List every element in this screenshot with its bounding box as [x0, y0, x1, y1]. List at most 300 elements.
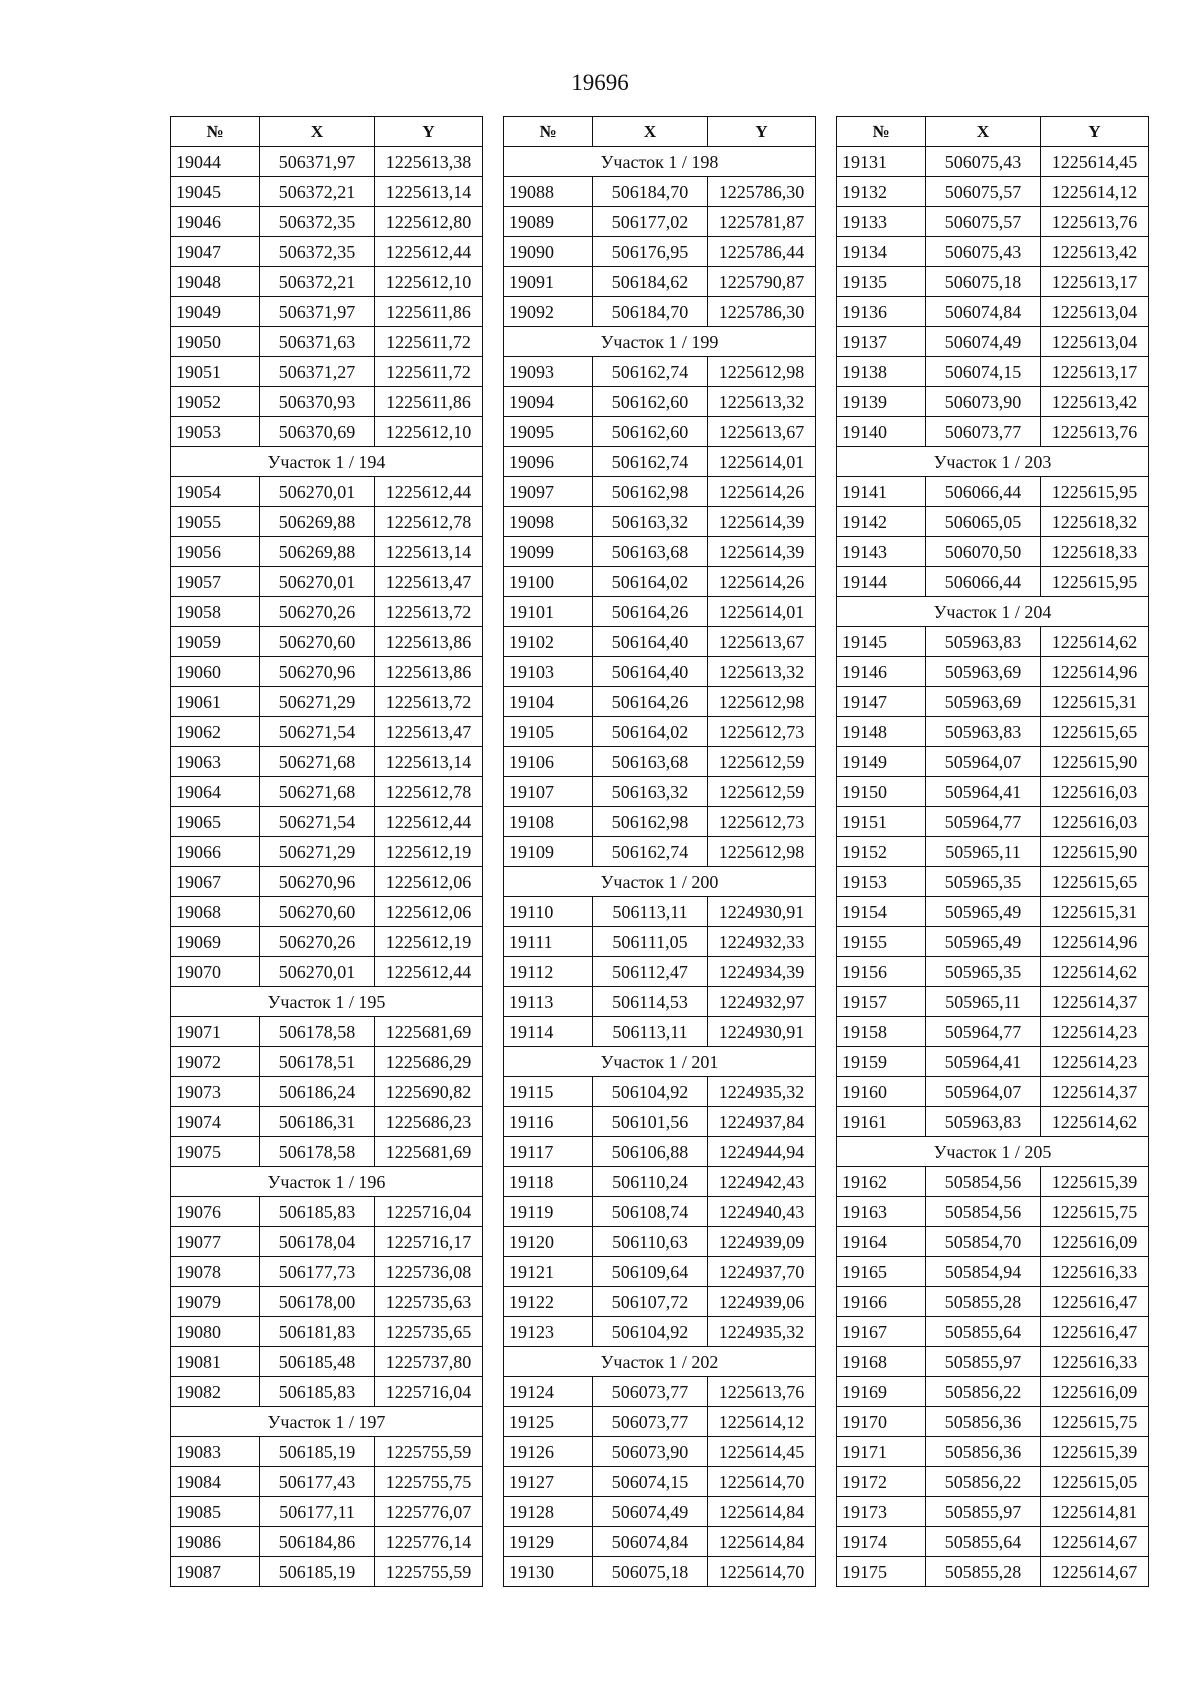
- x-coordinate-cell: 505963,83: [926, 627, 1041, 657]
- x-coordinate-cell: 506185,83: [260, 1197, 375, 1227]
- table-row: [837, 687, 1149, 717]
- table-row: [837, 807, 1149, 837]
- y-coordinate-cell: 1225615,39: [1041, 1167, 1149, 1197]
- point-number-cell: 19069: [171, 927, 260, 957]
- table-row: [504, 1107, 816, 1137]
- point-number-cell: 19072: [171, 1047, 260, 1077]
- x-coordinate-cell: 505965,35: [926, 957, 1041, 987]
- point-number-cell: 19151: [837, 807, 926, 837]
- coordinates-table-left: [170, 116, 483, 1587]
- y-coordinate-cell: 1225611,86: [375, 387, 483, 417]
- point-number-cell: 19159: [837, 1047, 926, 1077]
- table-row: [171, 837, 483, 867]
- x-coordinate-cell: 506073,77: [593, 1377, 708, 1407]
- table-row: [837, 1227, 1149, 1257]
- x-coordinate-cell: 505964,77: [926, 1017, 1041, 1047]
- point-number-cell: 19172: [837, 1467, 926, 1497]
- point-number-cell: 19120: [504, 1227, 593, 1257]
- point-number-cell: 19145: [837, 627, 926, 657]
- y-coordinate-cell: 1225613,14: [375, 177, 483, 207]
- point-number-cell: 19166: [837, 1287, 926, 1317]
- point-number-cell: 19103: [504, 657, 593, 687]
- table-row: [171, 1497, 483, 1527]
- y-coordinate-cell: 1225613,72: [375, 597, 483, 627]
- x-coordinate-cell: 506270,01: [260, 957, 375, 987]
- table-row: [504, 1077, 816, 1107]
- y-coordinate-cell: 1225613,17: [1041, 267, 1149, 297]
- y-coordinate-cell: 1225614,23: [1041, 1047, 1149, 1077]
- header-y: Y: [375, 117, 483, 147]
- x-coordinate-cell: 506371,27: [260, 357, 375, 387]
- table-row: [171, 417, 483, 447]
- point-number-cell: 19108: [504, 807, 593, 837]
- table-row: [171, 807, 483, 837]
- table-row: [837, 297, 1149, 327]
- table-row: [171, 687, 483, 717]
- table-row: [504, 387, 816, 417]
- coordinates-table-middle: [503, 116, 816, 1587]
- table-row: [504, 1227, 816, 1257]
- header-number: №: [837, 117, 926, 147]
- point-number-cell: 19095: [504, 417, 593, 447]
- point-number-cell: 19105: [504, 717, 593, 747]
- point-number-cell: 19078: [171, 1257, 260, 1287]
- y-coordinate-cell: 1225736,08: [375, 1257, 483, 1287]
- y-coordinate-cell: 1225735,63: [375, 1287, 483, 1317]
- table-row: [171, 1317, 483, 1347]
- point-number-cell: 19099: [504, 537, 593, 567]
- x-coordinate-cell: 506270,26: [260, 927, 375, 957]
- x-coordinate-cell: 506113,11: [593, 897, 708, 927]
- y-coordinate-cell: 1225612,78: [375, 507, 483, 537]
- y-coordinate-cell: 1224934,39: [708, 957, 816, 987]
- point-number-cell: 19071: [171, 1017, 260, 1047]
- section-row: [504, 327, 816, 357]
- table-row: [837, 1047, 1149, 1077]
- point-number-cell: 19171: [837, 1437, 926, 1467]
- table-row: [837, 927, 1149, 957]
- y-coordinate-cell: 1225613,04: [1041, 327, 1149, 357]
- table-row: [504, 1167, 816, 1197]
- table-row: [171, 537, 483, 567]
- x-coordinate-cell: 506372,35: [260, 237, 375, 267]
- table-row: [837, 1497, 1149, 1527]
- point-number-cell: 19152: [837, 837, 926, 867]
- y-coordinate-cell: 1224939,09: [708, 1227, 816, 1257]
- table-header-row: [504, 117, 816, 147]
- x-coordinate-cell: 506164,40: [593, 657, 708, 687]
- x-coordinate-cell: 506112,47: [593, 957, 708, 987]
- point-number-cell: 19048: [171, 267, 260, 297]
- y-coordinate-cell: 1225611,72: [375, 327, 483, 357]
- point-number-cell: 19131: [837, 147, 926, 177]
- y-coordinate-cell: 1225614,62: [1041, 957, 1149, 987]
- point-number-cell: 19063: [171, 747, 260, 777]
- x-coordinate-cell: 506066,44: [926, 477, 1041, 507]
- point-number-cell: 19162: [837, 1167, 926, 1197]
- x-coordinate-cell: 506178,00: [260, 1287, 375, 1317]
- point-number-cell: 19168: [837, 1347, 926, 1377]
- x-coordinate-cell: 506073,77: [926, 417, 1041, 447]
- y-coordinate-cell: 1225616,03: [1041, 807, 1149, 837]
- x-coordinate-cell: 506178,58: [260, 1017, 375, 1047]
- table-row: [171, 1437, 483, 1467]
- point-number-cell: 19074: [171, 1107, 260, 1137]
- y-coordinate-cell: 1225614,26: [708, 567, 816, 597]
- x-coordinate-cell: 506164,02: [593, 567, 708, 597]
- x-coordinate-cell: 505855,97: [926, 1497, 1041, 1527]
- point-number-cell: 19066: [171, 837, 260, 867]
- point-number-cell: 19121: [504, 1257, 593, 1287]
- y-coordinate-cell: 1225613,38: [375, 147, 483, 177]
- x-coordinate-cell: 505963,83: [926, 717, 1041, 747]
- section-row: [504, 147, 816, 177]
- y-coordinate-cell: 1225612,19: [375, 837, 483, 867]
- y-coordinate-cell: 1225612,80: [375, 207, 483, 237]
- table-row: [837, 327, 1149, 357]
- y-coordinate-cell: 1225616,09: [1041, 1377, 1149, 1407]
- x-coordinate-cell: 506111,05: [593, 927, 708, 957]
- x-coordinate-cell: 506163,68: [593, 747, 708, 777]
- y-coordinate-cell: 1225616,33: [1041, 1257, 1149, 1287]
- point-number-cell: 19082: [171, 1377, 260, 1407]
- section-title: Участок 1 / 196: [171, 1167, 483, 1197]
- table-row: [837, 747, 1149, 777]
- y-coordinate-cell: 1225615,05: [1041, 1467, 1149, 1497]
- point-number-cell: 19158: [837, 1017, 926, 1047]
- table-row: [504, 657, 816, 687]
- x-coordinate-cell: 506184,70: [593, 297, 708, 327]
- point-number-cell: 19137: [837, 327, 926, 357]
- header-y: Y: [1041, 117, 1149, 147]
- y-coordinate-cell: 1224937,84: [708, 1107, 816, 1137]
- x-coordinate-cell: 506181,83: [260, 1317, 375, 1347]
- table-row: [171, 1107, 483, 1137]
- point-number-cell: 19054: [171, 477, 260, 507]
- point-number-cell: 19133: [837, 207, 926, 237]
- table-row: [504, 987, 816, 1017]
- x-coordinate-cell: 505965,11: [926, 837, 1041, 867]
- table-row: [504, 267, 816, 297]
- y-coordinate-cell: 1225612,98: [708, 357, 816, 387]
- point-number-cell: 19110: [504, 897, 593, 927]
- y-coordinate-cell: 1225614,45: [708, 1437, 816, 1467]
- table-row: [504, 1197, 816, 1227]
- point-number-cell: 19113: [504, 987, 593, 1017]
- y-coordinate-cell: 1225614,81: [1041, 1497, 1149, 1527]
- table-row: [837, 237, 1149, 267]
- y-coordinate-cell: 1225614,12: [708, 1407, 816, 1437]
- x-coordinate-cell: 506114,53: [593, 987, 708, 1017]
- table-row: [837, 567, 1149, 597]
- section-row: [504, 867, 816, 897]
- header-x: X: [260, 117, 375, 147]
- x-coordinate-cell: 506371,97: [260, 297, 375, 327]
- x-coordinate-cell: 505964,07: [926, 747, 1041, 777]
- y-coordinate-cell: 1225615,90: [1041, 837, 1149, 867]
- point-number-cell: 19083: [171, 1437, 260, 1467]
- y-coordinate-cell: 1225614,45: [1041, 147, 1149, 177]
- y-coordinate-cell: 1225613,17: [1041, 357, 1149, 387]
- y-coordinate-cell: 1225613,72: [375, 687, 483, 717]
- table-row: [504, 417, 816, 447]
- table-row: [837, 1287, 1149, 1317]
- table-row: [504, 177, 816, 207]
- table-row: [171, 597, 483, 627]
- point-number-cell: 19117: [504, 1137, 593, 1167]
- x-coordinate-cell: 505855,64: [926, 1317, 1041, 1347]
- y-coordinate-cell: 1225615,39: [1041, 1437, 1149, 1467]
- point-number-cell: 19147: [837, 687, 926, 717]
- table-row: [504, 777, 816, 807]
- y-coordinate-cell: 1225613,76: [708, 1377, 816, 1407]
- x-coordinate-cell: 506075,43: [926, 237, 1041, 267]
- y-coordinate-cell: 1225615,31: [1041, 687, 1149, 717]
- table-row: [171, 387, 483, 417]
- point-number-cell: 19130: [504, 1557, 593, 1587]
- y-coordinate-cell: 1225755,59: [375, 1557, 483, 1587]
- table-row: [837, 1377, 1149, 1407]
- point-number-cell: 19060: [171, 657, 260, 687]
- point-number-cell: 19118: [504, 1167, 593, 1197]
- x-coordinate-cell: 506074,84: [926, 297, 1041, 327]
- table-row: [171, 297, 483, 327]
- point-number-cell: 19056: [171, 537, 260, 567]
- y-coordinate-cell: 1225612,73: [708, 807, 816, 837]
- section-title: Участок 1 / 201: [504, 1047, 816, 1077]
- section-title: Участок 1 / 202: [504, 1347, 816, 1377]
- point-number-cell: 19160: [837, 1077, 926, 1107]
- table-row: [171, 1197, 483, 1227]
- y-coordinate-cell: 1225614,70: [708, 1557, 816, 1587]
- point-number-cell: 19142: [837, 507, 926, 537]
- header-x: X: [926, 117, 1041, 147]
- x-coordinate-cell: 506270,96: [260, 657, 375, 687]
- x-coordinate-cell: 506271,68: [260, 747, 375, 777]
- y-coordinate-cell: 1225614,96: [1041, 927, 1149, 957]
- table-row: [171, 1287, 483, 1317]
- y-coordinate-cell: 1225786,44: [708, 237, 816, 267]
- y-coordinate-cell: 1225614,12: [1041, 177, 1149, 207]
- point-number-cell: 19058: [171, 597, 260, 627]
- section-row: [837, 1137, 1149, 1167]
- table-row: [504, 1287, 816, 1317]
- y-coordinate-cell: 1225776,07: [375, 1497, 483, 1527]
- point-number-cell: 19138: [837, 357, 926, 387]
- header-number: №: [171, 117, 260, 147]
- x-coordinate-cell: 506162,74: [593, 447, 708, 477]
- y-coordinate-cell: 1224930,91: [708, 1017, 816, 1047]
- x-coordinate-cell: 506070,50: [926, 537, 1041, 567]
- x-coordinate-cell: 506162,60: [593, 387, 708, 417]
- y-coordinate-cell: 1225613,04: [1041, 297, 1149, 327]
- y-coordinate-cell: 1225614,39: [708, 507, 816, 537]
- y-coordinate-cell: 1225613,14: [375, 537, 483, 567]
- table-row: [837, 717, 1149, 747]
- y-coordinate-cell: 1225612,10: [375, 417, 483, 447]
- table-row: [504, 477, 816, 507]
- table-row: [171, 237, 483, 267]
- point-number-cell: 19101: [504, 597, 593, 627]
- point-number-cell: 19064: [171, 777, 260, 807]
- y-coordinate-cell: 1225615,65: [1041, 867, 1149, 897]
- table-row: [171, 177, 483, 207]
- table-row: [504, 717, 816, 747]
- y-coordinate-cell: 1225737,80: [375, 1347, 483, 1377]
- table-row: [837, 777, 1149, 807]
- x-coordinate-cell: 506370,69: [260, 417, 375, 447]
- table-row: [504, 1017, 816, 1047]
- y-coordinate-cell: 1225613,42: [1041, 237, 1149, 267]
- x-coordinate-cell: 505963,69: [926, 657, 1041, 687]
- point-number-cell: 19122: [504, 1287, 593, 1317]
- point-number-cell: 19091: [504, 267, 593, 297]
- table-row: [837, 897, 1149, 927]
- section-row: [837, 597, 1149, 627]
- point-number-cell: 19111: [504, 927, 593, 957]
- y-coordinate-cell: 1225613,67: [708, 627, 816, 657]
- y-coordinate-cell: 1225686,23: [375, 1107, 483, 1137]
- table-row: [171, 1227, 483, 1257]
- y-coordinate-cell: 1225613,86: [375, 627, 483, 657]
- point-number-cell: 19086: [171, 1527, 260, 1557]
- x-coordinate-cell: 506177,02: [593, 207, 708, 237]
- table-row: [504, 207, 816, 237]
- x-coordinate-cell: 506075,57: [926, 177, 1041, 207]
- y-coordinate-cell: 1225616,47: [1041, 1287, 1149, 1317]
- x-coordinate-cell: 506185,19: [260, 1557, 375, 1587]
- y-coordinate-cell: 1225681,69: [375, 1017, 483, 1047]
- x-coordinate-cell: 506371,63: [260, 327, 375, 357]
- x-coordinate-cell: 506185,83: [260, 1377, 375, 1407]
- y-coordinate-cell: 1225614,01: [708, 597, 816, 627]
- point-number-cell: 19047: [171, 237, 260, 267]
- header-number: №: [504, 117, 593, 147]
- x-coordinate-cell: 506270,60: [260, 627, 375, 657]
- x-coordinate-cell: 505855,97: [926, 1347, 1041, 1377]
- table-row: [171, 207, 483, 237]
- table-row: [504, 627, 816, 657]
- x-coordinate-cell: 506185,19: [260, 1437, 375, 1467]
- x-coordinate-cell: 506073,90: [593, 1437, 708, 1467]
- point-number-cell: 19170: [837, 1407, 926, 1437]
- table-row: [837, 867, 1149, 897]
- table-row: [504, 1527, 816, 1557]
- point-number-cell: 19075: [171, 1137, 260, 1167]
- point-number-cell: 19143: [837, 537, 926, 567]
- table-row: [504, 897, 816, 927]
- table-row: [837, 477, 1149, 507]
- point-number-cell: 19127: [504, 1467, 593, 1497]
- table-row: [504, 597, 816, 627]
- point-number-cell: 19081: [171, 1347, 260, 1377]
- y-coordinate-cell: 1225614,96: [1041, 657, 1149, 687]
- x-coordinate-cell: 505965,49: [926, 927, 1041, 957]
- point-number-cell: 19088: [504, 177, 593, 207]
- section-title: Участок 1 / 205: [837, 1137, 1149, 1167]
- x-coordinate-cell: 506107,72: [593, 1287, 708, 1317]
- point-number-cell: 19045: [171, 177, 260, 207]
- table-row: [171, 1137, 483, 1167]
- table-row: [504, 567, 816, 597]
- section-title: Участок 1 / 197: [171, 1407, 483, 1437]
- x-coordinate-cell: 506163,68: [593, 537, 708, 567]
- y-coordinate-cell: 1224939,06: [708, 1287, 816, 1317]
- table-row: [171, 327, 483, 357]
- x-coordinate-cell: 506162,98: [593, 807, 708, 837]
- table-row: [837, 1347, 1149, 1377]
- point-number-cell: 19163: [837, 1197, 926, 1227]
- point-number-cell: 19106: [504, 747, 593, 777]
- y-coordinate-cell: 1225612,98: [708, 837, 816, 867]
- x-coordinate-cell: 506074,49: [926, 327, 1041, 357]
- point-number-cell: 19169: [837, 1377, 926, 1407]
- x-coordinate-cell: 506110,24: [593, 1167, 708, 1197]
- point-number-cell: 19128: [504, 1497, 593, 1527]
- point-number-cell: 19076: [171, 1197, 260, 1227]
- y-coordinate-cell: 1224930,91: [708, 897, 816, 927]
- x-coordinate-cell: 506109,64: [593, 1257, 708, 1287]
- x-coordinate-cell: 505965,11: [926, 987, 1041, 1017]
- point-number-cell: 19096: [504, 447, 593, 477]
- table-row: [837, 207, 1149, 237]
- table-row: [171, 1257, 483, 1287]
- point-number-cell: 19068: [171, 897, 260, 927]
- x-coordinate-cell: 506164,02: [593, 717, 708, 747]
- table-row: [837, 1437, 1149, 1467]
- y-coordinate-cell: 1225613,42: [1041, 387, 1149, 417]
- point-number-cell: 19084: [171, 1467, 260, 1497]
- section-row: [504, 1347, 816, 1377]
- x-coordinate-cell: 506269,88: [260, 537, 375, 567]
- y-coordinate-cell: 1225612,10: [375, 267, 483, 297]
- table-row: [837, 417, 1149, 447]
- point-number-cell: 19067: [171, 867, 260, 897]
- y-coordinate-cell: 1225613,32: [708, 657, 816, 687]
- table-row: [171, 957, 483, 987]
- x-coordinate-cell: 506270,26: [260, 597, 375, 627]
- point-number-cell: 19089: [504, 207, 593, 237]
- y-coordinate-cell: 1225618,33: [1041, 537, 1149, 567]
- table-row: [171, 477, 483, 507]
- x-coordinate-cell: 506184,70: [593, 177, 708, 207]
- table-row: [837, 387, 1149, 417]
- y-coordinate-cell: 1225615,90: [1041, 747, 1149, 777]
- y-coordinate-cell: 1225612,59: [708, 777, 816, 807]
- table-row: [504, 927, 816, 957]
- y-coordinate-cell: 1225755,59: [375, 1437, 483, 1467]
- y-coordinate-cell: 1224937,70: [708, 1257, 816, 1287]
- point-number-cell: 19175: [837, 1557, 926, 1587]
- x-coordinate-cell: 505963,83: [926, 1107, 1041, 1137]
- point-number-cell: 19097: [504, 477, 593, 507]
- table-row: [837, 1257, 1149, 1287]
- x-coordinate-cell: 506164,26: [593, 687, 708, 717]
- x-coordinate-cell: 505965,49: [926, 897, 1041, 927]
- table-row: [171, 747, 483, 777]
- x-coordinate-cell: 506113,11: [593, 1017, 708, 1047]
- x-coordinate-cell: 506106,88: [593, 1137, 708, 1167]
- y-coordinate-cell: 1224942,43: [708, 1167, 816, 1197]
- x-coordinate-cell: 506178,04: [260, 1227, 375, 1257]
- x-coordinate-cell: 506270,96: [260, 867, 375, 897]
- x-coordinate-cell: 506184,62: [593, 267, 708, 297]
- point-number-cell: 19087: [171, 1557, 260, 1587]
- table-row: [504, 1137, 816, 1167]
- table-row: [171, 1077, 483, 1107]
- y-coordinate-cell: 1225614,84: [708, 1497, 816, 1527]
- section-title: Участок 1 / 204: [837, 597, 1149, 627]
